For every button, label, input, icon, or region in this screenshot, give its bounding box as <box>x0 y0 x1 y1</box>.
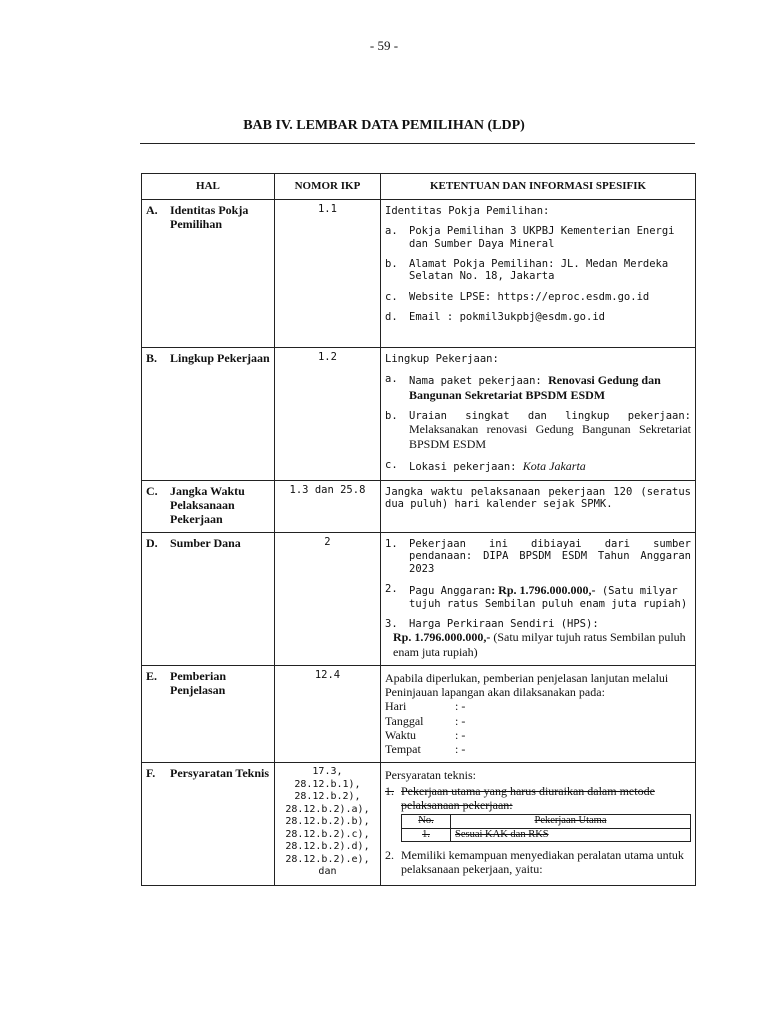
website-text: Website LPSE: https://eproc.esdm.go.id <box>409 290 650 303</box>
ikp-line: 28.12.b.2), <box>294 791 361 802</box>
row-ikp: 1.3 dan 25.8 <box>274 480 380 532</box>
row-letter: A. <box>146 202 158 217</box>
item-text: Pekerjaan utama yang harus diuraikan dalam metode pelaksanaan pekerjaan: <box>401 784 655 813</box>
title-rule <box>140 143 695 144</box>
table-row <box>142 199 696 347</box>
hps-words: (Satu milyar tujuh ratus Sembilan puluh enam juta rupiah) <box>393 630 686 659</box>
item-label: c. <box>385 290 398 303</box>
ldp-table <box>141 173 696 886</box>
ikp-line: dan <box>318 866 337 877</box>
table-row <box>142 666 696 763</box>
ikp-line: 28.12.b.2).e), <box>285 853 370 865</box>
header-ketentuan: KETENTUAN DAN INFORMASI SPESIFIK <box>381 174 696 200</box>
item-text: Lokasi pekerjaan: <box>409 461 523 474</box>
email-text: Email : pokmil3ukpbj@esdm.go.id <box>409 311 605 324</box>
table-row <box>142 533 696 666</box>
row-hal: Persyaratan Teknis <box>170 766 270 780</box>
row-intro: Apabila diperlukan, pemberian penjelasan lanjutan melalui Peninjauan lapangan akan dilaksanakan pada: <box>385 671 669 700</box>
pagu-amount: : Rp. 1.796.000.000,- <box>491 583 596 598</box>
row-letter: C. <box>146 483 158 498</box>
ikp-line: 28.12.b.2).c), <box>285 828 370 840</box>
row-intro: Identitas Pokja Pemilihan: <box>385 204 550 217</box>
pagu-words: (Satu milyar tujuh ratus Sembilan puluh enam juta rupiah) <box>409 585 688 610</box>
header-row <box>142 174 696 200</box>
row-letter: E. <box>146 669 158 684</box>
header-hal: HAL <box>142 174 275 200</box>
row-intro: Lingkup Pekerjaan: <box>385 352 499 365</box>
row-intro: Persyaratan teknis: <box>385 768 476 782</box>
item-label: 2. <box>385 848 394 863</box>
inner-header-pekerjaan: Pekerjaan Utama <box>451 815 691 828</box>
location-text: Kota Jakarta <box>522 459 586 474</box>
row-hal: Sumber Dana <box>170 536 241 551</box>
field-value: : - <box>455 699 466 714</box>
item-text: Nama paket pekerjaan: <box>409 375 549 388</box>
row-ikp: 2 <box>274 533 380 666</box>
item-label: 3. <box>385 617 398 630</box>
field-value: : - <box>455 727 466 742</box>
inner-header-no: No. <box>402 815 451 828</box>
item-label: 1. <box>385 538 398 551</box>
field-value: : - <box>455 713 466 728</box>
package-name: Renovasi Gedung dan Bangunan Sekretariat BPSDM ESDM <box>409 373 661 402</box>
field-label: Tanggal <box>385 713 424 728</box>
main-work-table <box>401 814 691 842</box>
row-hal: Identitas Pokja Pemilihan <box>170 202 249 232</box>
item-text: Pokja Pemilihan 3 UKPBJ Kementerian Energi dan Sumber Daya Mineral <box>409 225 675 250</box>
table-row <box>142 480 696 532</box>
item-label: b. <box>385 410 398 423</box>
ikp-line: 28.12.b.2).a), <box>285 803 370 815</box>
row-hal: Lingkup Pekerjaan <box>170 350 270 365</box>
ikp-line: 28.12.b.2).b), <box>285 816 370 827</box>
field-label: Tempat <box>385 741 421 756</box>
field-label: Hari <box>385 699 407 714</box>
row-hal: Pemberian Penjelasan <box>170 669 226 698</box>
item-text: Uraian singkat dan lingkup pekerjaan: <box>409 410 691 423</box>
header-ikp: NOMOR IKP <box>274 174 380 200</box>
field-value: : - <box>455 741 466 756</box>
table-row <box>142 347 696 480</box>
item-label: 2. <box>385 583 398 596</box>
page-number: - 59 - <box>369 38 399 53</box>
ikp-line: 28.12.b.2).d), <box>285 841 370 852</box>
table-row <box>142 763 696 886</box>
item-text: Pekerjaan ini dibiayai dari sumber pendanaan: DIPA BPSDM ESDM Tahun Anggaran 2023 <box>409 538 691 575</box>
item-label: d. <box>385 311 398 324</box>
chapter-title: BAB IV. LEMBAR DATA PEMILIHAN (LDP) <box>243 118 525 133</box>
row-letter: F. <box>146 766 156 780</box>
row-ikp: 1.2 <box>274 347 380 480</box>
inner-cell-no: 1. <box>402 828 451 841</box>
row-text: Jangka waktu pelaksanaan pekerjaan 120 (seratus dua puluh) hari kalender sejak SPMK. <box>385 485 691 510</box>
item-label: b. <box>385 258 398 271</box>
item-label: c. <box>385 459 398 472</box>
inner-cell-pekerjaan: Sesuai KAK dan RKS <box>451 828 691 841</box>
item-text: Alamat Pokja Pemilihan: JL. Medan Merdeka Selatan No. 18, Jakarta <box>409 258 669 283</box>
scope-text: Melaksanakan renovasi Gedung Bangunan Sekretariat BPSDM ESDM <box>409 422 691 451</box>
row-letter: D. <box>146 536 158 551</box>
ikp-line: 17.3, <box>312 766 343 777</box>
item-text: Pagu Anggaran <box>409 585 492 598</box>
row-ikp: 12.4 <box>274 666 380 763</box>
row-letter: B. <box>146 350 158 365</box>
item-label: a. <box>385 373 398 386</box>
ikp-line: 28.12.b.1), <box>294 778 361 790</box>
hps-amount: Rp. 1.796.000.000,- <box>393 630 491 645</box>
row-hal: Jangka Waktu Pelaksanaan Pekerjaan <box>170 483 245 526</box>
item-label: 1. <box>385 784 394 799</box>
row-ikp: 1.1 <box>274 199 380 347</box>
item-label: a. <box>385 225 398 238</box>
item-text: Harga Perkiraan Sendiri (HPS): <box>409 617 599 630</box>
field-label: Waktu <box>385 727 417 742</box>
item-text: Memiliki kemampuan menyediakan peralatan utama untuk pelaksanaan pekerjaan, yaitu: <box>401 848 684 877</box>
